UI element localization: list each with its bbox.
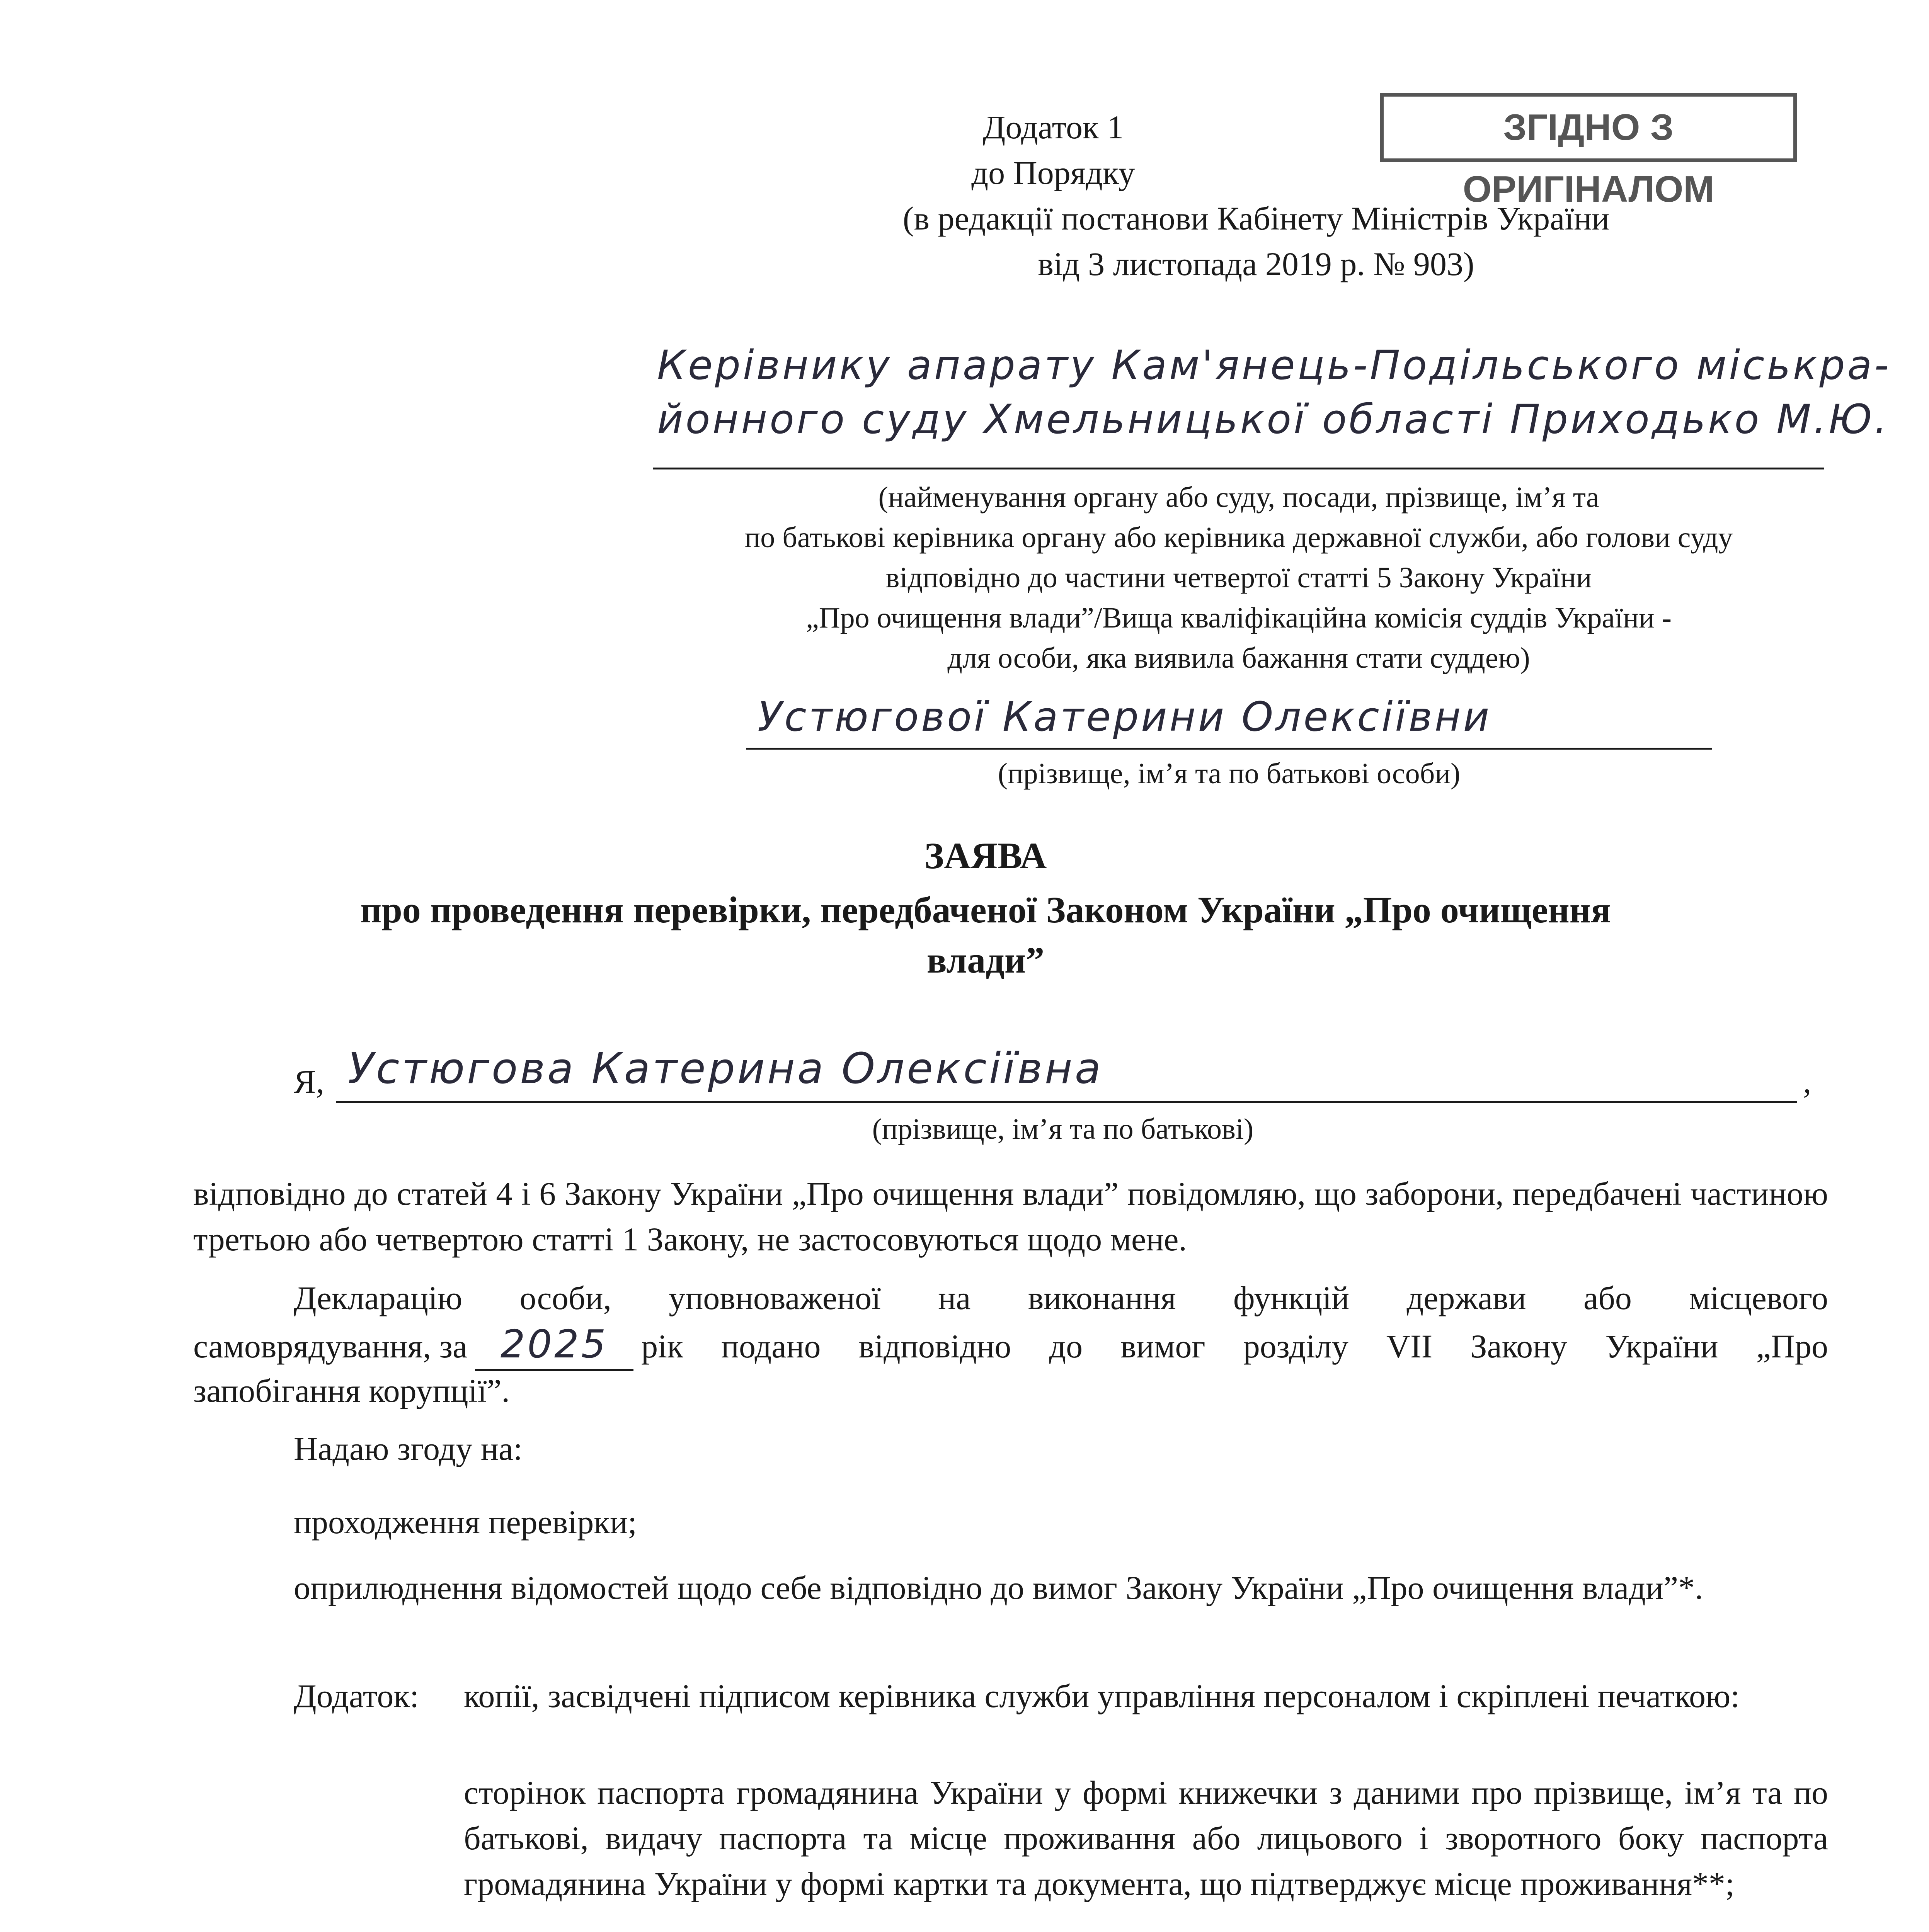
applicant-underline: [746, 748, 1712, 750]
consent-item-2: оприлюднення відомостей щодо себе відповідно до вимог Закону України „Про очищення влади”*.: [294, 1569, 1703, 1606]
statement-handwritten-name: Устюгова Катерина Олексіївна: [348, 1044, 1103, 1093]
applicant-caption: (прізвище, ім’я та по батькові особи): [998, 757, 1461, 790]
consent-label: Надаю згоду на:: [294, 1430, 523, 1467]
addressee-caption-line1: (найменування органу або суду, посади, прізвище, ім’я та: [878, 481, 1599, 514]
para2-suffix: рік подано відповідно до вимог розділу VII Закону України „Про: [641, 1328, 1828, 1365]
attachment-item-1: копії, засвідчені підписом керівника служби управління персоналом і скріплені печаткою:: [464, 1677, 1740, 1714]
appendix-line4: від 3 листопада 2019 р. № 903): [1038, 245, 1474, 282]
attachment-label: Додаток:: [294, 1677, 419, 1714]
addressee-underline: [653, 468, 1824, 469]
addressee-caption-line5: для особи, яка виявила бажання стати суддею): [947, 642, 1530, 674]
addressee-handwritten-line1: Керівнику апарату Кам'янець-Подільського міськра-: [657, 342, 1891, 389]
appendix-line3: (в редакції постанови Кабінету Міністрів України: [902, 200, 1610, 237]
declaration-year: 2025: [500, 1321, 608, 1367]
appendix-line2: до Порядку: [971, 154, 1135, 191]
statement-paragraph-2c: запобігання корупції”.: [193, 1372, 510, 1409]
statement-i-label: Я,: [294, 1063, 324, 1100]
title-subtitle: [193, 885, 1778, 985]
addressee-caption-line3: відповідно до частини четвертої статті 5 Закону України: [885, 561, 1592, 594]
page-title: ЗАЯВА: [924, 835, 1047, 876]
appendix-header: [792, 104, 1720, 287]
certified-copy-stamp: ЗГІДНО З ОРИГІНАЛОМ: [1380, 93, 1797, 162]
addressee-handwritten-line2: йонного суду Хмельницької області Приходько М.Ю.: [657, 396, 1890, 443]
statement-paragraph-2a: Декларацію особи, уповноваженої на виконання функцій держави або місцевого: [294, 1279, 1828, 1316]
addressee-caption-line4: „Про очищення влади”/Вища кваліфікаційна комісія суддів України -: [806, 602, 1672, 634]
statement-name-underline: [336, 1101, 1797, 1103]
statement-name-caption: (прізвище, ім’я та по батькові): [872, 1113, 1254, 1145]
appendix-line1: Додаток 1: [982, 109, 1124, 146]
title-subtitle-line2: влади”: [926, 939, 1045, 981]
addressee-caption: [653, 477, 1824, 678]
title-subtitle-line1: про проведення перевірки, передбаченої Законом України „Про очищення: [360, 889, 1611, 930]
statement-paragraph-1: відповідно до статей 4 і 6 Закону України „Про очищення влади” повідомляю, що заборони, передбачені частиною третьою або четвертою статті 1 Закону, не застосовуються щодо мене.: [193, 1175, 1828, 1258]
attachment-item-2: сторінок паспорта громадянина України у формі книжечки з даними про прізвище, ім’я та по батькові, видачу паспорта та місце проживання або лицьового і зворотного боку паспорта громадянина України у формі картки та документа, що підтверджує місце проживання**;: [464, 1774, 1828, 1902]
declaration-year-field: [475, 1321, 633, 1371]
applicant-handwritten-genitive: Устюгової Катерини Олексіївни: [758, 693, 1492, 740]
para2-prefix: самоврядування, за: [193, 1328, 468, 1365]
statement-paragraph-2b: [193, 1321, 1828, 1371]
consent-item-1: проходження перевірки;: [294, 1503, 637, 1541]
statement-comma: ,: [1803, 1063, 1812, 1100]
addressee-caption-line2: по батькові керівника органу або керівника державної служби, або голови суду: [744, 521, 1733, 554]
